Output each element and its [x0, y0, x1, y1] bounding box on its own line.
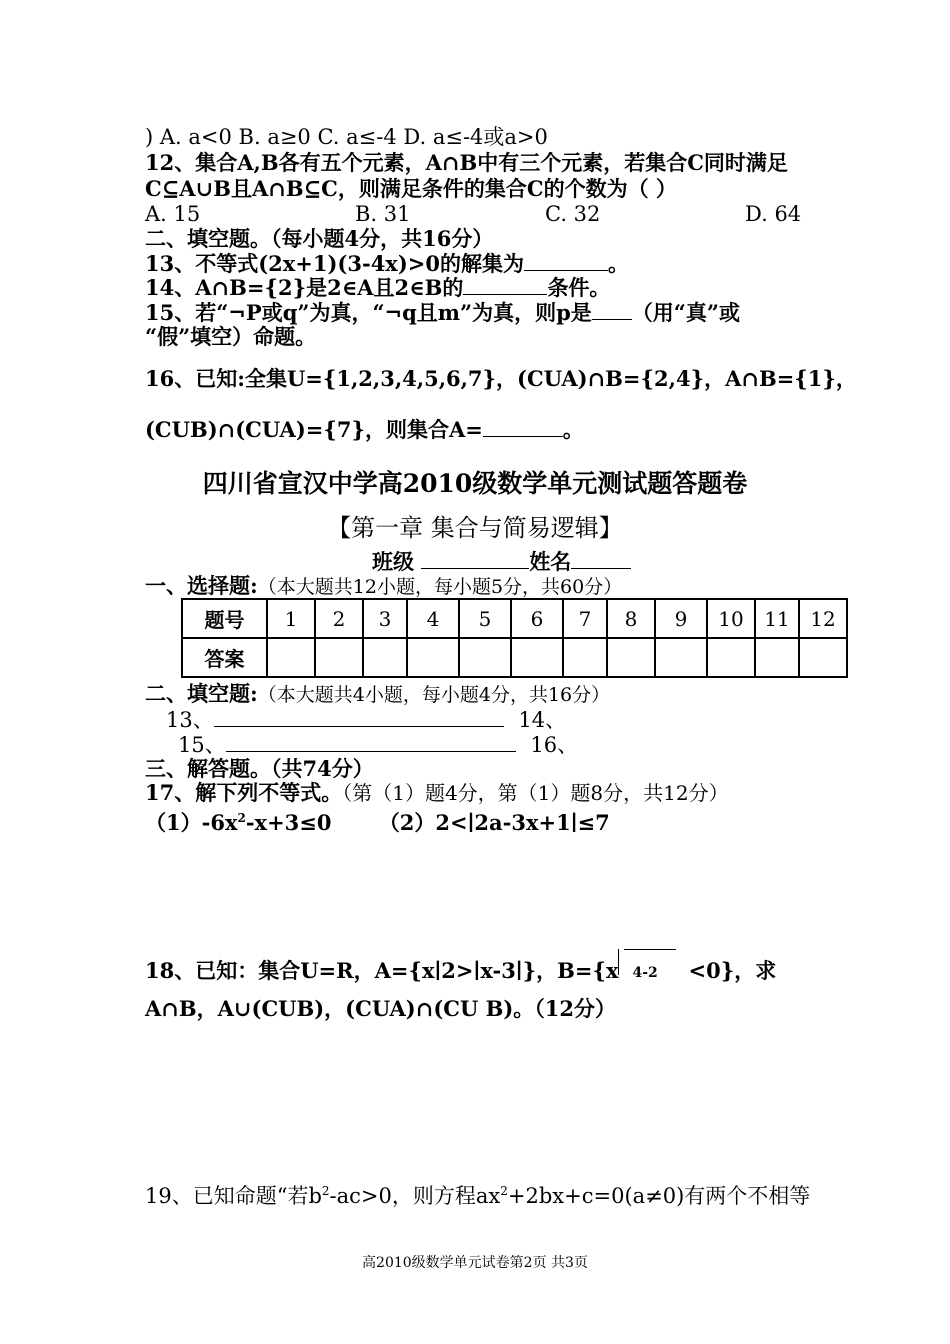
- answer-sheet-title: 四川省宣汉中学高2010级数学单元测试题答题卷: [202, 469, 748, 498]
- q15-text: 15、若“¬P或q”为真，“¬q且m”为真，则p是: [145, 300, 592, 325]
- q17-title: 17、解下列不等式。: [145, 780, 343, 805]
- q18-end: <0}，求: [688, 958, 777, 983]
- fill-15-blank[interactable]: [226, 731, 516, 752]
- table-num: 12: [799, 599, 847, 638]
- fill-row-2: [178, 731, 578, 758]
- q14-text: 14、A∩B={2}是2∈A且2∈B的: [145, 275, 464, 300]
- class-name-row: [372, 548, 631, 575]
- answer-cell[interactable]: [315, 638, 363, 677]
- q17-part1-text: （1）-6x: [145, 810, 238, 835]
- answer-cell[interactable]: [267, 638, 315, 677]
- fill-15-label: 15、: [178, 733, 226, 757]
- q13-blank: [524, 250, 608, 271]
- answer-cell[interactable]: [511, 638, 563, 677]
- section2b-note: （本大题共4小题，每小题4分，共16分）: [257, 684, 611, 706]
- table-num: 6: [511, 599, 563, 638]
- section1-header: [145, 573, 622, 600]
- section2b-header: [145, 681, 610, 708]
- q17-part1: [145, 810, 331, 835]
- q15: [145, 299, 740, 326]
- table-num: 8: [607, 599, 655, 638]
- q14: [145, 274, 610, 301]
- q17-header: [145, 780, 729, 806]
- q12-line1: 12、集合A,B各有五个元素，A∩B中有三个元素，若集合C同时满足: [145, 150, 788, 175]
- name-blank: [571, 548, 631, 569]
- table-num: 11: [755, 599, 799, 638]
- fill-14-label: 14、: [518, 708, 567, 732]
- q17-parts: [145, 805, 610, 836]
- fill-13-label: 13、: [166, 708, 214, 732]
- answer-table: [181, 598, 848, 678]
- q14-end: 条件。: [547, 275, 611, 300]
- q15-end: （用“真”或: [631, 300, 740, 325]
- table-num: 4: [407, 599, 459, 638]
- q17-part1-rest: -x+3≤0: [245, 810, 332, 835]
- class-blank: [421, 548, 529, 569]
- table-num: 3: [363, 599, 407, 638]
- fill-13-blank[interactable]: [214, 706, 504, 727]
- chapter-title: 【第一章 集合与简易逻辑】: [327, 514, 623, 542]
- q19-rest: +2bx+c=0(a≠0)有两个不相等: [507, 1184, 811, 1208]
- table-num: 2: [315, 599, 363, 638]
- q17-part2: （2）2<∣2a-3x+1∣≤7: [378, 810, 610, 835]
- q15-blank: [592, 299, 632, 320]
- q12-option-b: B. 31: [355, 202, 411, 226]
- table-num: 10: [707, 599, 755, 638]
- q17-note: （第（1）题4分，第（1）题8分，共12分）: [342, 781, 729, 805]
- class-label: 班级: [372, 549, 414, 574]
- q17-part1-exp: 2: [237, 811, 246, 825]
- q12-line2: C⊆A∪B且A∩B⊆C，则满足条件的集合C的个数为（ ）: [145, 176, 677, 201]
- q12-option-c: C. 32: [545, 202, 601, 226]
- section1-title: 一、选择题:: [145, 573, 258, 598]
- answer-cell[interactable]: [655, 638, 707, 677]
- q16-blank: [483, 416, 563, 437]
- section1-note: （本大题共12小题，每小题5分，共60分）: [257, 576, 623, 598]
- table-num: 1: [267, 599, 315, 638]
- answer-cell[interactable]: [363, 638, 407, 677]
- q16-end: 。: [562, 417, 584, 442]
- q16-line2: [145, 416, 584, 443]
- q11-options: ) A. a<0 B. a≥0 C. a≤-4 D. a≤-4或a>0: [145, 125, 548, 149]
- q19-line1: [145, 1178, 810, 1209]
- answer-cell[interactable]: [755, 638, 799, 677]
- page-footer: 高2010级数学单元试卷第2页 共3页: [362, 1255, 588, 1271]
- table-num: 7: [563, 599, 607, 638]
- q18-denominator: 4-2: [632, 965, 658, 981]
- q19-exp2: 2: [500, 1184, 508, 1198]
- answer-table-answer-row: [182, 638, 847, 677]
- q19-exp1: 2: [321, 1184, 330, 1198]
- q16-line1: 16、已知:全集U={1,2,3,4,5,6,7}，(CUA)∩B={2,4}，A∩B={1}，: [145, 366, 857, 391]
- q19-mid: -ac>0，则方程ax: [329, 1184, 501, 1208]
- q14-blank: [463, 274, 547, 295]
- answer-cell[interactable]: [607, 638, 655, 677]
- q12-option-d: D. 64: [745, 202, 802, 226]
- table-header-label: 题号: [182, 599, 267, 638]
- answer-cell[interactable]: [407, 638, 459, 677]
- fill-16-label: 16、: [530, 733, 579, 757]
- q16-text: (CUB)∩(CUA)={7}，则集合A=: [145, 417, 483, 442]
- answer-cell[interactable]: [459, 638, 511, 677]
- q13: [145, 250, 629, 277]
- q18-line2: A∩B，A∪(CUB)，(CUA)∩(CU B)。（12分）: [145, 996, 617, 1021]
- q19-pre: 19、已知命题“若b: [145, 1184, 322, 1208]
- q18-fraction: [618, 954, 674, 981]
- q18-line1: [145, 954, 776, 984]
- q13-end: 。: [607, 251, 629, 276]
- answer-cell[interactable]: [563, 638, 607, 677]
- name-label: 姓名: [529, 549, 572, 574]
- table-answer-label: 答案: [182, 638, 267, 677]
- answer-table-header-row: [182, 599, 847, 638]
- fill-row-1: [166, 706, 566, 733]
- section2-title: 二、填空题。（每小题4分，共16分）: [145, 226, 494, 251]
- answer-cell[interactable]: [799, 638, 847, 677]
- q18-text: 18、已知：集合U=R，A={x∣2>∣x-3∣}，B={x: [145, 958, 619, 983]
- table-num: 9: [655, 599, 707, 638]
- q13-text: 13、不等式(2x+1)(3-4x)>0的解集为: [145, 251, 524, 276]
- section3-title: 三、解答题。（共74分）: [145, 756, 374, 781]
- q15-line2: “假”填空）命题。: [145, 324, 317, 349]
- q12-option-a: A. 15: [145, 202, 201, 226]
- answer-cell[interactable]: [707, 638, 755, 677]
- table-num: 5: [459, 599, 511, 638]
- section2b-title: 二、填空题:: [145, 681, 258, 706]
